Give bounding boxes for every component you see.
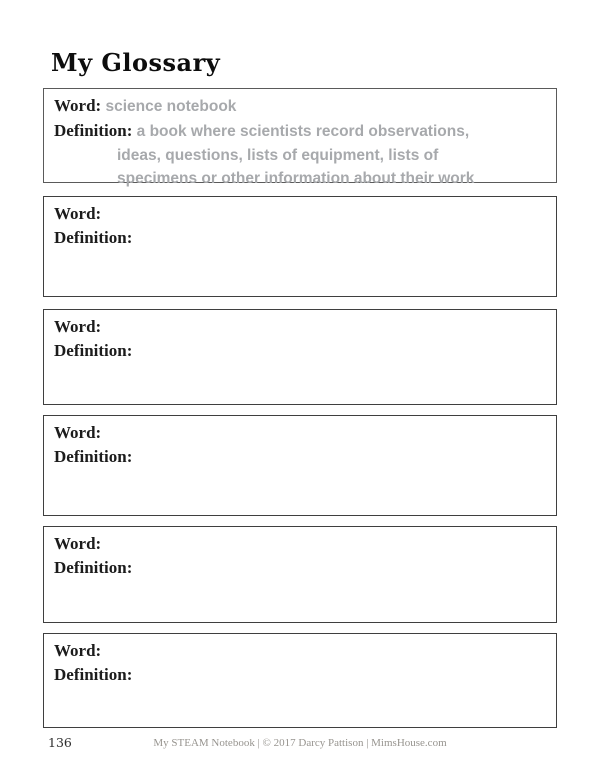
word-label: Word: — [54, 423, 102, 442]
example-definition-value-line1: a book where scientists record observations, — [136, 123, 470, 140]
entry-word-line — [54, 421, 546, 445]
definition-label: Definition: — [54, 447, 133, 466]
definition-label: Definition: — [54, 558, 133, 577]
definition-label: Definition: — [54, 121, 133, 140]
glossary-entry-4[interactable] — [43, 526, 557, 623]
entry-definition-line — [54, 663, 546, 687]
glossary-entry-5[interactable] — [43, 633, 557, 728]
page-title: My Glossary — [51, 48, 221, 77]
word-label: Word: — [54, 534, 102, 553]
definition-label: Definition: — [54, 665, 133, 684]
glossary-entry-example — [43, 88, 557, 187]
glossary-entry-1[interactable] — [43, 196, 557, 297]
entry-definition-line — [54, 445, 546, 469]
definition-label: Definition: — [54, 228, 133, 247]
entry-word-line — [54, 532, 546, 556]
definition-label: Definition: — [54, 341, 133, 360]
word-label: Word: — [54, 204, 102, 223]
example-word-value: science notebook — [105, 98, 237, 115]
entry-definition-line — [54, 339, 546, 363]
entry-definition-line — [54, 556, 546, 580]
entry-definition-line — [54, 226, 546, 250]
entry-word-line — [54, 202, 546, 226]
example-word-line — [54, 94, 546, 119]
word-label: Word: — [54, 641, 102, 660]
example-definition-value-line3: specimens or other information about their work — [117, 170, 475, 187]
entry-word-line — [54, 315, 546, 339]
footer-credit: My STEAM Notebook | © 2017 Darcy Pattison | MimsHouse.com — [153, 737, 447, 749]
word-label: Word: — [54, 96, 102, 115]
word-label: Word: — [54, 317, 102, 336]
glossary-entry-2[interactable] — [43, 309, 557, 405]
entry-word-line — [54, 639, 546, 663]
page-number: 136 — [48, 735, 72, 750]
example-definition-line — [54, 119, 546, 190]
glossary-entry-3[interactable] — [43, 415, 557, 516]
example-definition-value-line2: ideas, questions, lists of equipment, lists of — [117, 147, 439, 164]
